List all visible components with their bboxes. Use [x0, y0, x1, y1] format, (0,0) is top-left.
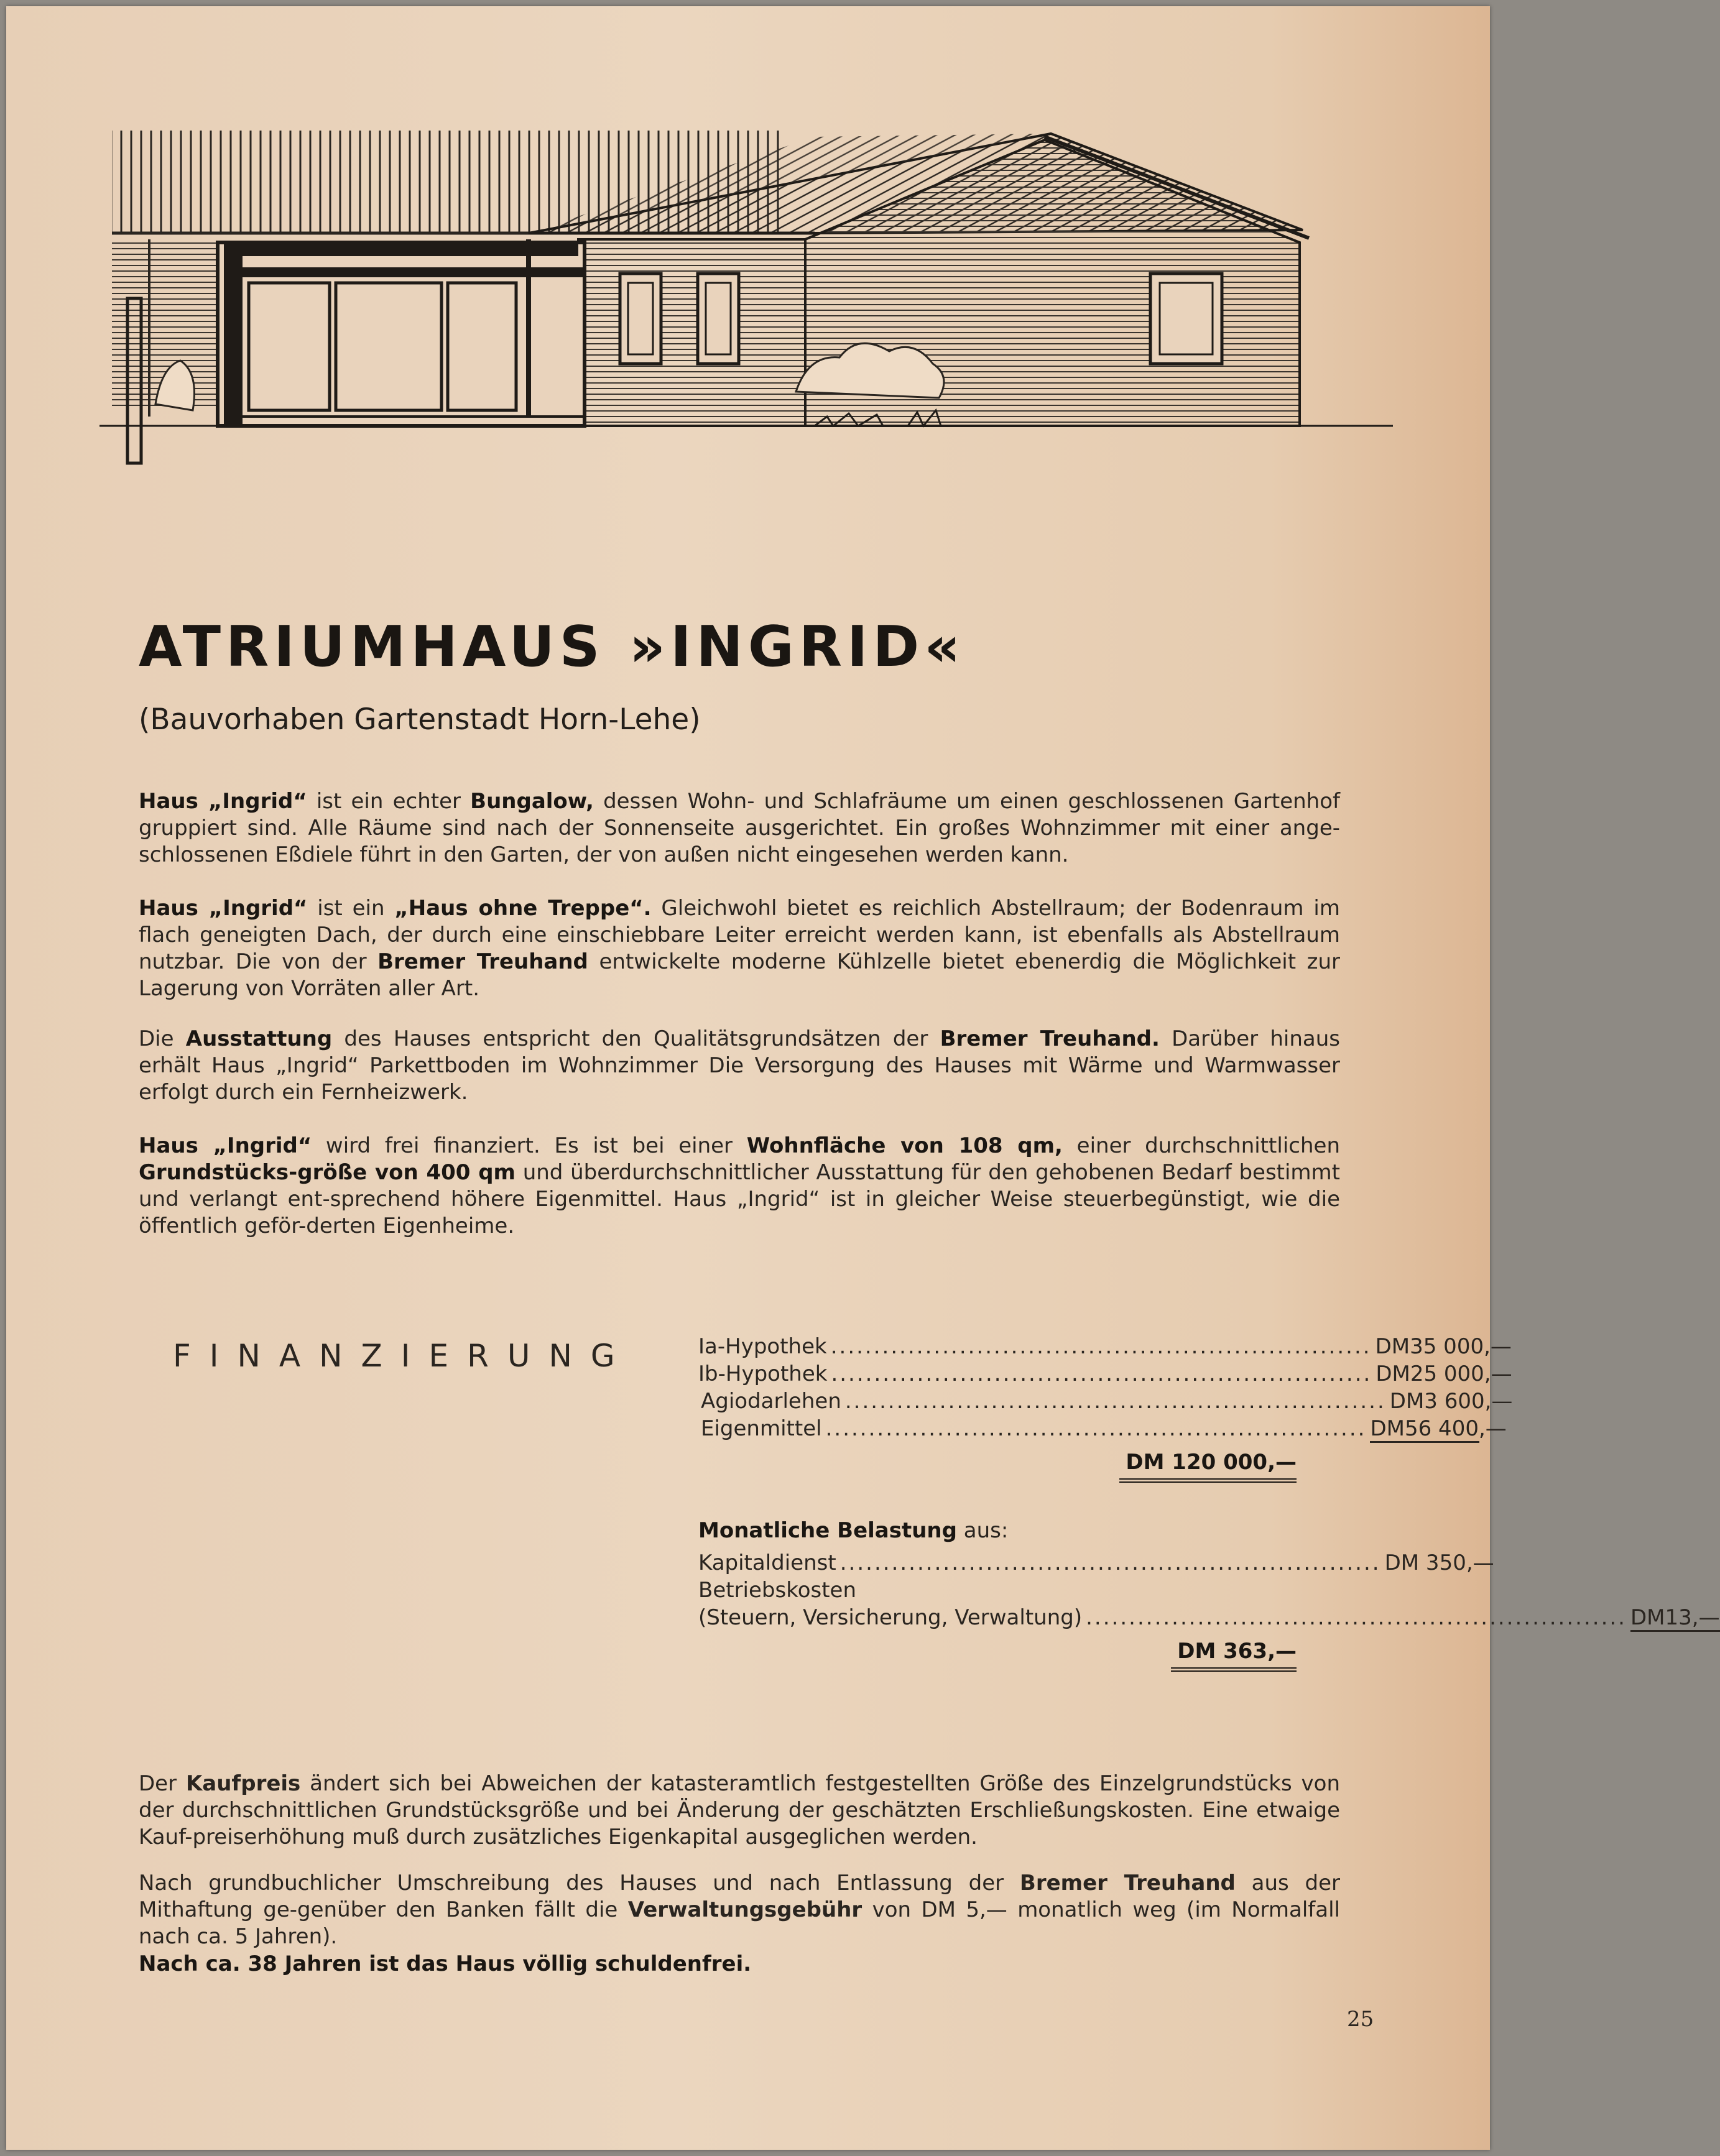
no-stairs-paragraph: Haus „Ingrid“ ist ein „Haus ohne Treppe“. Gleichwohl bietet es reichlich Abstellraum; der Bodenraum im flach geneigten Dach, der durch eine einschiebbare Leiter erreicht werden kann, ist ebenfalls als Abstellraum nutzbar. Die von der Bremer Treuhand entwickelte moderne Kühlzelle bietet ebenerdig die Möglichkeit zur Lagerung von Vorräten aller Art. [139, 896, 1341, 1001]
financing-table [698, 1334, 1513, 1514]
currency-label: DM [1370, 1416, 1405, 1443]
monthly-total: DM 363,— [1171, 1639, 1297, 1672]
currency-label: DM [1375, 1334, 1410, 1359]
equipment-paragraph: Die Ausstattung des Hauses entspricht den Qualitätsgrundsätzen der Bremer Treuhand. Darüber hinaus erhält Haus „Ingrid“ Parkettboden im Wohnzimmer Die Versorgung des Hauses mit Wärme und Warmwasser erfolgt durch ein Fernheizwerk. [139, 1026, 1341, 1105]
monthly-row [698, 1550, 1494, 1578]
debt-free-note: Nach ca. 38 Jahren ist das Haus völlig schuldenfrei. [139, 1951, 752, 1976]
leader-dots: ............................................................... [825, 1416, 1367, 1441]
monthly-row [698, 1605, 1720, 1633]
page-title: ATRIUMHAUS »INGRID« [139, 614, 966, 680]
financing-row [698, 1361, 1512, 1389]
financing-row-label: Ia-Hypothek [698, 1334, 827, 1359]
admin-fee-paragraph: Nach grundbuchlicher Umschreibung des Hauses und nach Entlassung der Bremer Treuhand aus der Mithaftung ge-genüber den Banken fällt die Verwaltungsgebühr von DM 5,— monatlich weg (im Normalfall nach ca. 5 Jahren). [139, 1871, 1340, 1949]
financing-row [698, 1389, 1513, 1416]
financing-row-amount: 56 400,— [1405, 1416, 1479, 1443]
financing-row [698, 1334, 1512, 1361]
currency-label: DM [1630, 1605, 1665, 1632]
financing-total: DM 120 000,— [1119, 1450, 1297, 1483]
monthly-row-label: (Steuern, Versicherung, Verwaltung) [698, 1605, 1083, 1630]
currency-label: DM [1376, 1361, 1410, 1386]
financing-info-paragraph: Haus „Ingrid“ wird frei finanziert. Es ist bei einer Wohnfläche von 108 qm, einer durchschnittlichen Grundstücks-größe von 400 qm und überdurchschnittlicher Ausstattung für den gehobenen Bedarf bestimmt und verlangt ent-sprechend höhere Eigenmittel. Haus „Ingrid“ ist in gleicher Weise steuerbegünstigt, wie die öffentlich geför-derten Eigenheime. [139, 1133, 1341, 1238]
financing-row-amount: 25 000,— [1410, 1361, 1512, 1386]
currency-label: DM [1389, 1389, 1425, 1414]
leader-dots: ............................................................... [839, 1550, 1381, 1575]
monthly-heading: Monatliche Belastung aus: [698, 1518, 1009, 1543]
monthly-row-amount: DM 350,— [1384, 1550, 1494, 1575]
financing-row [698, 1416, 1507, 1444]
purchase-price-paragraph: Der Kaufpreis ändert sich bei Abweichen der katasteramtlich festgestellten Größe des Einzelgrundstücks von der durchschnittlichen Grundstücksgröße und bei Änderung der geschätzten Erschließungskosten. Eine etwaige Kauf-preiserhöhung muß durch zusätzliches Eigenkapital ausgeglichen werden. [139, 1771, 1340, 1850]
financing-heading: FINANZIERUNG [173, 1338, 634, 1374]
financing-row-label: Agiodarlehen [701, 1389, 841, 1414]
page-subtitle: (Bauvorhaben Gartenstadt Horn-Lehe) [139, 703, 701, 737]
monthly-costs-table [698, 1518, 1720, 1680]
monthly-row-label: Kapitaldienst [698, 1550, 836, 1575]
leader-dots: ............................................................... [1086, 1605, 1627, 1630]
page-number: 25 [1347, 2007, 1374, 2032]
leader-dots: ............................................................... [830, 1334, 1372, 1359]
monthly-row-amount: 13,— [1665, 1605, 1720, 1632]
financing-row-label: Eigenmittel [701, 1416, 822, 1441]
leader-dots: ............................................................... [844, 1389, 1386, 1414]
intro-paragraph: Haus „Ingrid“ ist ein echter Bungalow, dessen Wohn- und Schlafräume um einen geschlossenen Gartenhof gruppiert sind. Alle Räume sind nach der Sonnenseite ausgerichtet. Ein großes Wohnzimmer mit einer ange-schlossenen Eßdiele führt in den Garten, der von außen nicht eingesehen werden kann. [139, 789, 1341, 867]
house-elevation-drawing [99, 124, 1393, 485]
leader-dots: ............................................................... [831, 1361, 1372, 1386]
monthly-row [698, 1578, 1297, 1605]
financing-row-amount: 35 000,— [1410, 1334, 1512, 1359]
financing-row-label: Ib-Hypothek [698, 1361, 828, 1386]
document-page [6, 6, 1720, 2150]
monthly-row-label: Betriebskosten [698, 1578, 857, 1603]
financing-row-amount: 3 600,— [1424, 1389, 1513, 1414]
